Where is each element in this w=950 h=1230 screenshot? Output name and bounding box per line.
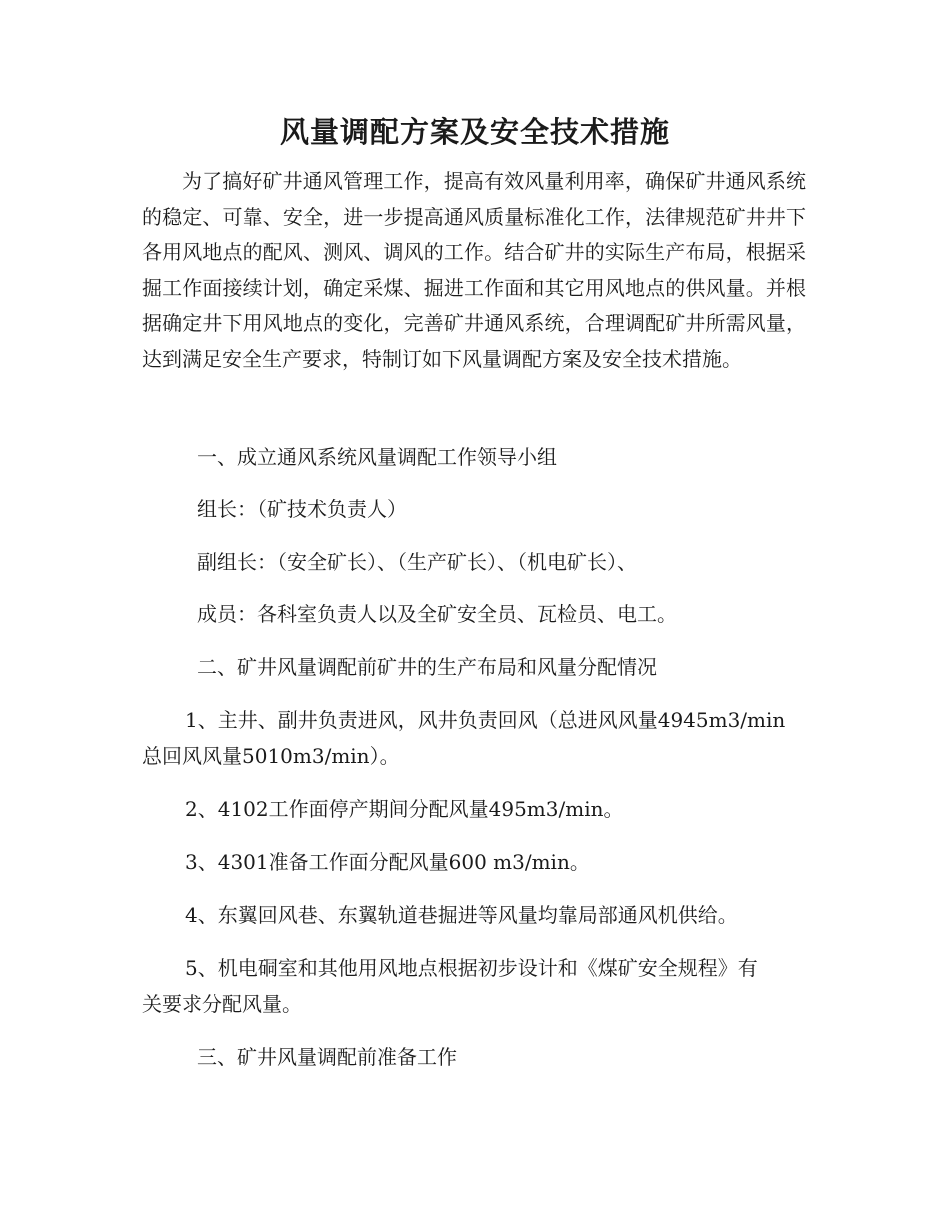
list-item-3: 3、4301准备工作面分配风量600 m3/min。	[185, 850, 590, 874]
section-3-heading: 三、矿井风量调配前准备工作	[197, 1045, 457, 1069]
list-item-2: 2、4102工作面停产期间分配风量495m3/min。	[185, 797, 624, 821]
list-item-1-line-2: 总回风风量5010m3/min）。	[142, 744, 400, 768]
members-line: 成员：各科室负责人以及全矿安全员、瓦检员、电工。	[197, 602, 677, 626]
list-item-5-line-2: 关要求分配风量。	[142, 992, 302, 1016]
list-item-1-line-1: 1、主井、副井负责进风，风井负责回风（总进风风量4945m3/min	[185, 708, 786, 732]
list-item-4: 4、东翼回风巷、东翼轨道巷掘进等风量均靠局部通风机供给。	[185, 903, 738, 927]
section-1-heading: 一、成立通风系统风量调配工作领导小组	[197, 445, 557, 469]
list-item-5-line-1: 5、机电硐室和其他用风地点根据初步设计和《煤矿安全规程》有	[185, 956, 758, 980]
deputy-leaders-line: 副组长：（安全矿长）、（生产矿长）、（机电矿长）、	[197, 550, 637, 574]
group-leader-line: 组长：（矿技术负责人）	[197, 497, 407, 521]
section-2-heading: 二、矿井风量调配前矿井的生产布局和风量分配情况	[197, 655, 657, 679]
document-title: 风量调配方案及安全技术措施	[279, 115, 670, 149]
intro-paragraph: 为了搞好矿井通风管理工作，提高有效风量利用率，确保矿井通风系统的稳定、可靠、安全，进一步提高通风质量标准化工作，法律规范矿井井下各用风地点的配风、测风、调风的工作。结合矿井的实际生产布局，根据采掘工作面接续计划，确定采煤、掘进工作面和其它用风地点的供风量。并根据确定井下用风地点的变化，完善矿井通风系统，合理调配矿井所需风量，达到满足安全生产要求，特制订如下风量调配方案及安全技术措施。	[142, 169, 806, 371]
